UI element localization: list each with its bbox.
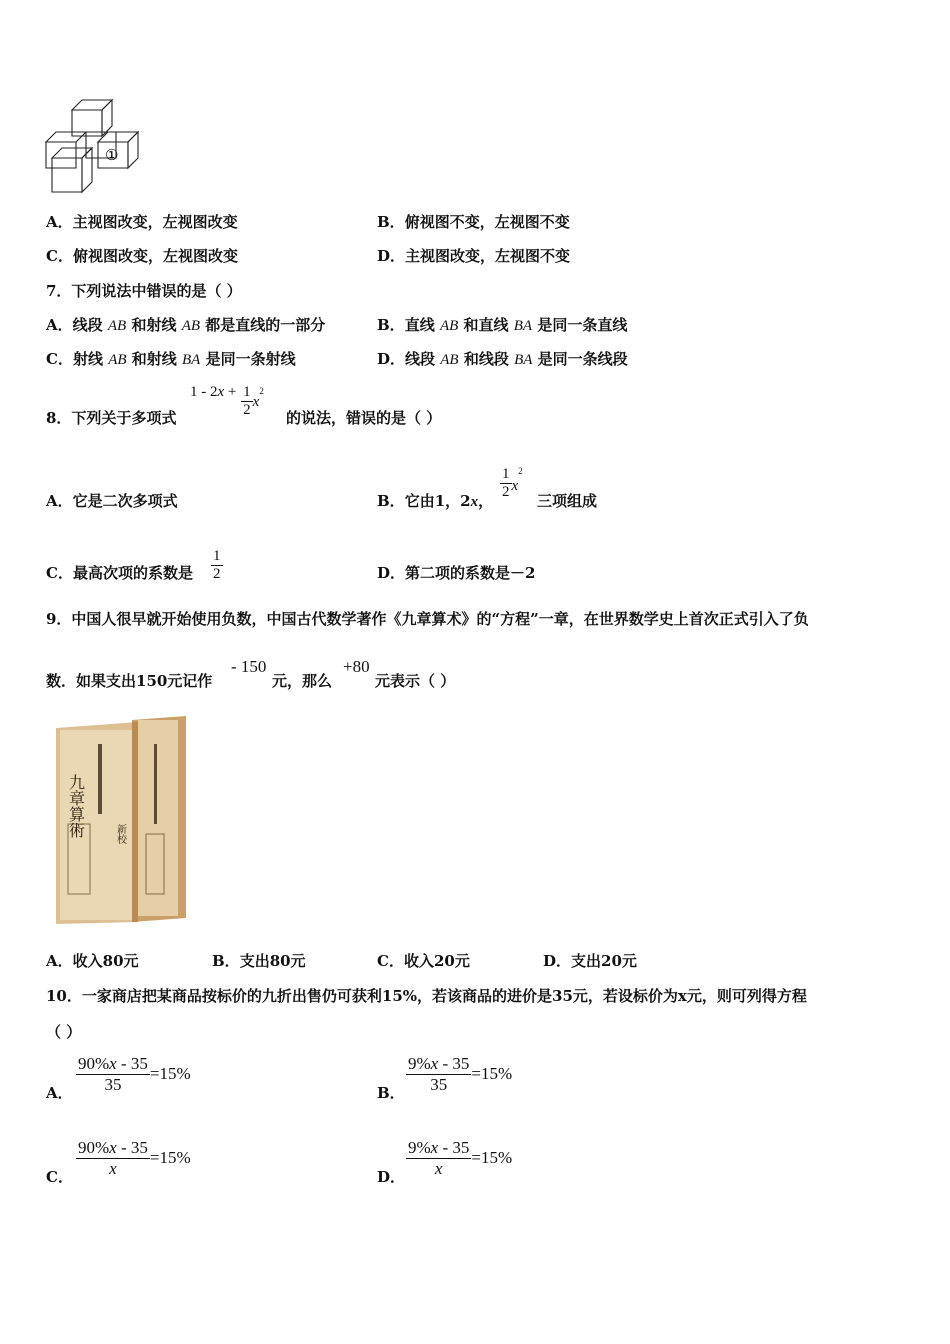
q8-option-d: D．第二项的系数是－2 (377, 564, 536, 582)
q8-option-a: A．它是二次多项式 (46, 492, 178, 510)
q9-value-positive: +80 (343, 657, 370, 676)
q10-option-a-letter: A． (46, 1084, 73, 1102)
q8-stem-prefix: 8．下列关于多项式 (46, 409, 177, 427)
q9-value-negative: - 150 (231, 657, 267, 676)
q8-option-c-frac: $\frac{1}{2}$ (213, 548, 221, 582)
q7-option-a: A．线段 AB 和射线 AB 都是直线的一部分 (46, 316, 326, 334)
cube-figure (40, 96, 150, 196)
q6-option-c: C．俯视图改变，左视图改变 (46, 247, 238, 265)
q7-option-d: D．线段 AB 和线段 BA 是同一条线段 (377, 350, 628, 368)
q9-stem-line2-b: 元，那么 (272, 672, 333, 690)
q10-option-c-equation: $\frac{90\%x - 35}{x}$ =15% (78, 1138, 191, 1178)
q6-option-d: D．主视图改变，左视图不变 (377, 247, 571, 265)
q8-polynomial: 1 - 2x + $\frac{1}{2}$ $x^2$ (190, 384, 264, 418)
q9-stem-line2-c: 元表示（ ） (375, 672, 456, 690)
q8-option-b: B．它由1，2x， (377, 492, 494, 510)
q9-option-b: B．支出80元 (212, 952, 306, 970)
q10-option-b-equation: $\frac{9\%x - 35}{35}$ =15% (408, 1054, 513, 1094)
q10-stem-line2: （ ） (46, 1023, 82, 1041)
q8-option-c: C．最高次项的系数是 (46, 564, 193, 582)
q6-option-a: A．主视图改变，左视图改变 (46, 213, 238, 231)
q10-option-d-equation: $\frac{9\%x - 35}{x}$ =15% (408, 1138, 513, 1178)
book-title: 九章算術 (66, 774, 86, 838)
q8-option-b-term: $\frac{1}{2}$ $x^2$ (502, 466, 523, 500)
q6-option-b: B．俯视图不变，左视图不变 (377, 213, 570, 231)
q8-option-b-suffix: 三项组成 (537, 492, 598, 510)
q10-option-c-letter: C． (46, 1168, 73, 1186)
q8-stem-suffix: 的说法，错误的是（ ） (286, 409, 442, 427)
q9-option-c: C．收入20元 (377, 952, 470, 970)
q7-option-c: C．射线 AB 和射线 BA 是同一条射线 (46, 350, 296, 368)
q10-option-b-letter: B． (377, 1084, 405, 1102)
q9-stem-line2-a: 数．如果支出150元记作 (46, 672, 213, 690)
q10-option-a-equation: $\frac{90\%x - 35}{35}$ =15% (78, 1054, 191, 1094)
q9-option-a: A．收入80元 (46, 952, 139, 970)
book-image (46, 714, 192, 926)
q10-option-d-letter: D． (377, 1168, 406, 1186)
q10-stem-line1: 10．一家商店把某商品按标价的九折出售仍可获利15%，若该商品的进价是35元，若设标价为x元，则可列得方程 (46, 987, 807, 1005)
cube-circle-label: ① (105, 146, 119, 164)
q7-option-b: B．直线 AB 和直线 BA 是同一条直线 (377, 316, 628, 334)
q7-stem: 7．下列说法中错误的是（ ） (46, 282, 242, 300)
q9-option-d: D．支出20元 (543, 952, 637, 970)
q9-stem-line1: 9．中国人很早就开始使用负数，中国古代数学著作《九章算术》的“方程”一章，在世界数学史上首次正式引入了负 (46, 610, 809, 628)
book-subtitle: 新校 (114, 824, 126, 844)
